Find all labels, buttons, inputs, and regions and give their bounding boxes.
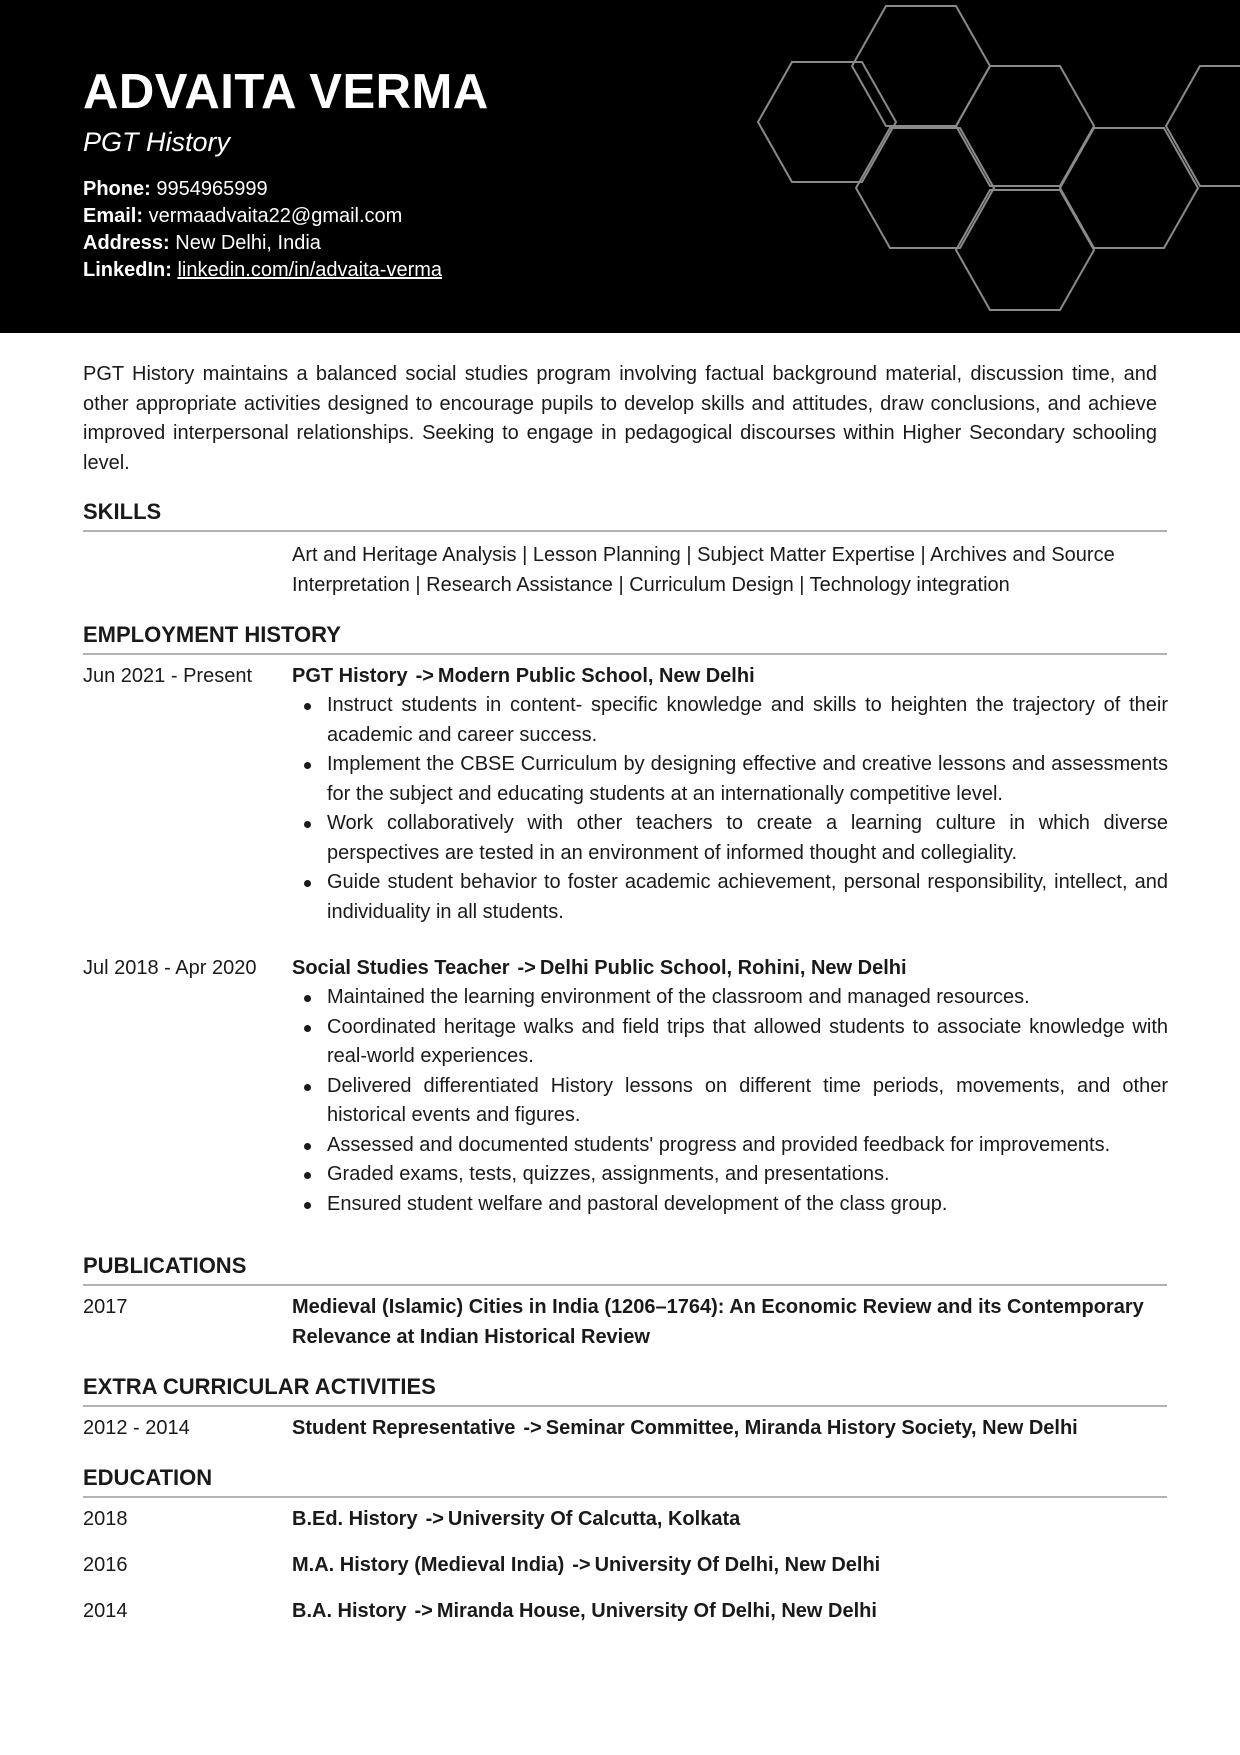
education-degree: B.A. History: [292, 1600, 407, 1622]
job-bullets: [292, 691, 1168, 927]
job-heading: [292, 953, 1168, 983]
list-item: Implement the CBSE Curriculum by designing effective and creative lessons and assessments for the subject and educating students at an internationally competitive level.: [292, 750, 1168, 809]
activity-position: Student Representative: [292, 1417, 516, 1439]
contact-block: [83, 176, 442, 284]
section-title-skills: SKILLS: [83, 498, 1167, 532]
activity-entry: [292, 1413, 1168, 1443]
list-item: Guide student behavior to foster academic achievement, personal responsibility, intellect, and individuality in all students.: [292, 868, 1168, 927]
contact-value: 9954965999: [156, 178, 268, 200]
activity-dates: 2012 - 2014: [83, 1417, 190, 1439]
job-heading: [292, 661, 1168, 691]
header-banner: [0, 0, 1240, 333]
job-bullets: [292, 983, 1168, 1219]
contact-label: Email:: [83, 205, 144, 227]
publication-year: 2017: [83, 1296, 128, 1318]
education-heading: [292, 1550, 1168, 1580]
section-title-extracurricular: EXTRA CURRICULAR ACTIVITIES: [83, 1373, 1167, 1407]
contact-value: vermaadvaita22@gmail.com: [148, 205, 403, 227]
education-heading: [292, 1596, 1168, 1626]
contact-email: [83, 203, 442, 230]
list-item: Maintained the learning environment of the classroom and managed resources.: [292, 983, 1168, 1013]
job-organization: Modern Public School, New Delhi: [437, 665, 755, 687]
profile-summary: PGT History maintains a balanced social studies program involving factual background material, discussion time, and other appropriate activities designed to encourage pupils to develop skills and attitudes, draw conclusions, and achieve improved interpersonal relationships. Seeking to engage in pedagogical discourses within Higher Secondary schooling level.: [83, 363, 1157, 474]
contact-label: Address:: [83, 232, 170, 254]
education-entry: [292, 1596, 1168, 1626]
list-item: Coordinated heritage walks and field trips that allowed students to associate knowledge with real-world experiences.: [292, 1013, 1168, 1072]
contact-phone: [83, 176, 442, 203]
education-degree: B.Ed. History: [292, 1508, 418, 1530]
contact-value: New Delhi, India: [175, 232, 321, 254]
candidate-role: PGT History: [83, 127, 231, 157]
education-entry: [292, 1504, 1168, 1534]
contact-label: LinkedIn:: [83, 259, 172, 281]
arrow-separator: ->: [414, 1600, 433, 1622]
section-title-education: EDUCATION: [83, 1464, 1167, 1498]
section-title-employment: EMPLOYMENT HISTORY: [83, 621, 1167, 655]
linkedin-link[interactable]: linkedin.com/in/advaita-verma: [177, 259, 443, 281]
job-position: Social Studies Teacher: [292, 957, 510, 979]
education-entry: [292, 1550, 1168, 1580]
job-organization: Delhi Public School, Rohini, New Delhi: [539, 957, 907, 979]
list-item: Assessed and documented students' progress and provided feedback for improvements.: [292, 1131, 1168, 1161]
list-item: Delivered differentiated History lessons on different time periods, movements, and other historical events and figures.: [292, 1072, 1168, 1131]
arrow-separator: ->: [425, 1508, 444, 1530]
education-institution: University Of Delhi, New Delhi: [594, 1554, 881, 1576]
arrow-separator: ->: [523, 1417, 542, 1439]
arrow-separator: ->: [572, 1554, 591, 1576]
list-item: Graded exams, tests, quizzes, assignments, and presentations.: [292, 1160, 1168, 1190]
activity-organization: Seminar Committee, Miranda History Society, New Delhi: [545, 1417, 1078, 1439]
job-entry: [292, 953, 1168, 1219]
candidate-name: ADVAITA VERMA: [83, 65, 489, 119]
contact-address: [83, 230, 442, 257]
contact-linkedin: [83, 257, 442, 284]
list-item: Work collaboratively with other teachers to create a learning culture in which diverse perspectives are tested in an environment of informed thought and collegiality.: [292, 809, 1168, 868]
education-heading: [292, 1504, 1168, 1534]
arrow-separator: ->: [415, 665, 434, 687]
skills-list: Art and Heritage Analysis | Lesson Planning | Subject Matter Expertise | Archives and Source Interpretation | Research Assistance | Curriculum Design | Technology integration: [292, 544, 1115, 596]
publication-entry: [292, 1292, 1158, 1352]
list-item: Instruct students in content- specific knowledge and skills to heighten the trajectory of their academic and career success.: [292, 691, 1168, 750]
education-year: 2016: [83, 1554, 128, 1576]
job-dates: Jul 2018 - Apr 2020: [83, 957, 257, 979]
activity-heading: [292, 1413, 1168, 1443]
job-entry: [292, 661, 1168, 927]
job-dates: Jun 2021 - Present: [83, 665, 252, 687]
publication-title: Medieval (Islamic) Cities in India (1206–1764): An Economic Review and its Contemporary Relevance at Indian Historical Review: [292, 1296, 1144, 1348]
job-position: PGT History: [292, 665, 408, 687]
section-title-publications: PUBLICATIONS: [83, 1252, 1167, 1286]
education-year: 2014: [83, 1600, 128, 1622]
education-institution: Miranda House, University Of Delhi, New Delhi: [436, 1600, 877, 1622]
arrow-separator: ->: [517, 957, 536, 979]
list-item: Ensured student welfare and pastoral development of the class group.: [292, 1190, 1168, 1220]
education-degree: M.A. History (Medieval India): [292, 1554, 565, 1576]
education-year: 2018: [83, 1508, 128, 1530]
education-institution: University Of Calcutta, Kolkata: [447, 1508, 741, 1530]
contact-label: Phone:: [83, 178, 151, 200]
